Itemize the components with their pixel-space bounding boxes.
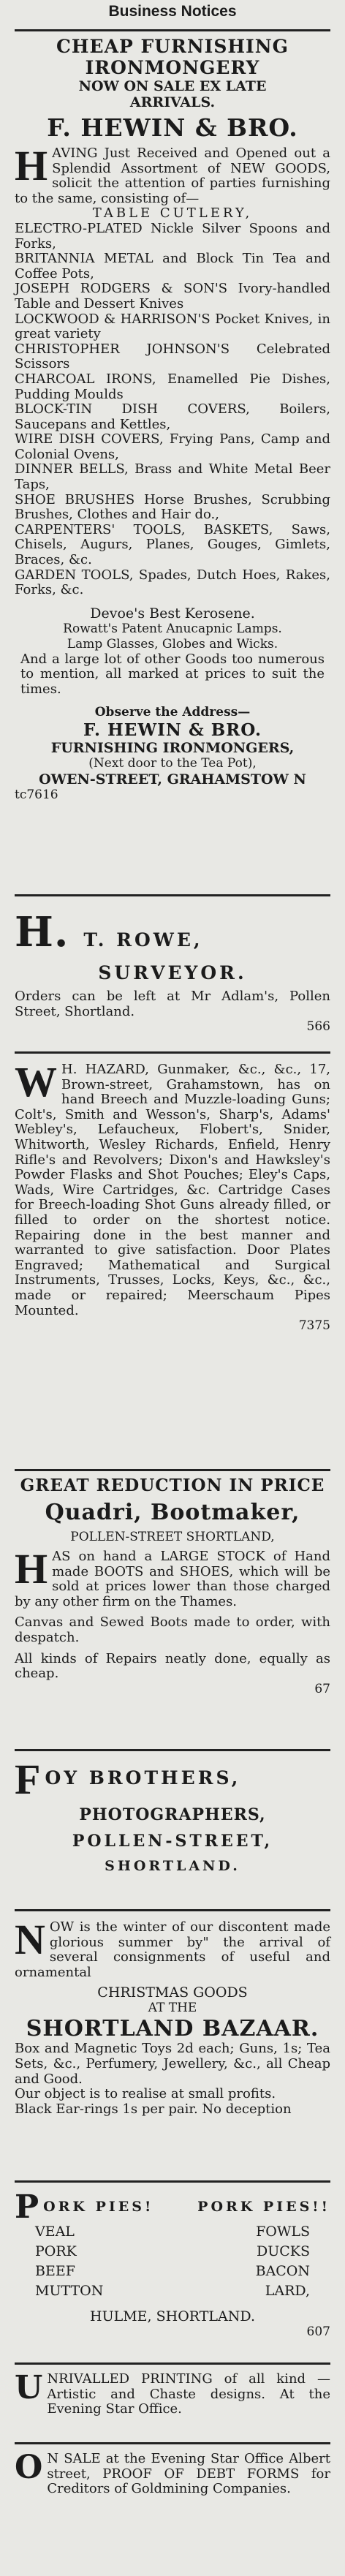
hewin-headline-1: CHEAP FURNISHING bbox=[56, 36, 289, 57]
quadri-ref: 67 bbox=[314, 1681, 330, 1696]
quadri-name: Quadri, Bootmaker, bbox=[45, 1500, 300, 1525]
hulme-item: PORK bbox=[35, 2243, 77, 2259]
bazaar-advert bbox=[15, 1916, 330, 2176]
drop-capital: N bbox=[15, 1916, 45, 1963]
drop-capital: H bbox=[15, 1545, 48, 1593]
hewin-item: DINNER BELLS, Brass and White Metal Beer Taps, bbox=[15, 461, 330, 493]
hewin-observe: Observe the Address— bbox=[94, 704, 251, 719]
bazaar-at: AT THE bbox=[148, 2001, 197, 2016]
bazaar-text: OW is the winter of our discontent made glorious summer by" the arrival of several consignments of useful and ornamental bbox=[15, 1919, 330, 1980]
divider bbox=[15, 2180, 330, 2183]
hewin-item: CARPENTERS' TOOLS, BASKETS, Saws, Chisels, Augurs, Planes, Gouges, Gimlets, Braces, &c. bbox=[15, 521, 330, 568]
drop-capital: H bbox=[15, 142, 48, 189]
rowe-orders: Orders can be left at Mr Adlam's, Pollen Street, Shortland. bbox=[15, 989, 330, 1019]
divider bbox=[15, 894, 330, 896]
hewin-headline-3: NOW ON SALE EX LATE bbox=[78, 78, 267, 94]
hewin-item: CHRISTOPHER JOHNSON'S Celebrated Scissors bbox=[15, 341, 330, 372]
hewin-advert bbox=[15, 36, 330, 890]
hulme-row bbox=[15, 2281, 330, 2301]
hewin-address-trade: FURNISHING IRONMONGERS, bbox=[50, 739, 295, 756]
quadri-headline: GREAT REDUCTION IN PRICE bbox=[20, 1476, 325, 1495]
printing-body bbox=[15, 2369, 330, 2417]
hulme-item: DUCKS bbox=[257, 2243, 310, 2259]
hewin-ref: tc7616 bbox=[15, 787, 58, 802]
hewin-lamps: Rowatt's Patent Anucapnic Lamps. bbox=[63, 621, 282, 636]
drop-capital: P bbox=[15, 2188, 39, 2226]
hazard-ref: 7375 bbox=[298, 1318, 330, 1334]
section-heading: Business Notices bbox=[108, 3, 237, 20]
hulme-head-left: ORK PIES! bbox=[43, 2199, 154, 2215]
hulme-item: LARD, bbox=[265, 2283, 310, 2299]
quadri-canvas: Canvas and Sewed Boots made to order, with despatch. bbox=[15, 1614, 330, 1645]
quadri-street: POLLEN-STREET SHORTLAND, bbox=[70, 1530, 275, 1544]
hewin-item: LOCKWOOD & HARRISON'S Pocket Knives, in great variety bbox=[15, 311, 330, 342]
hewin-item: BRITANNIA METAL and Block Tin Tea and Coffee Pots, bbox=[15, 251, 330, 282]
rowe-ref: 566 bbox=[306, 1019, 330, 1035]
hulme-item: MUTTON bbox=[35, 2283, 104, 2299]
quadri-text: AS on hand a LARGE STOCK of Hand made BOOTS and SHOES, which will be sold at prices lower than those charged by any other firm on the Thames. bbox=[15, 1549, 330, 1609]
rowe-title: SURVEYOR. bbox=[98, 962, 247, 983]
hewin-address-next: (Next door to the Tea Pot), bbox=[88, 755, 257, 771]
printing-advert bbox=[15, 2369, 330, 2438]
bazaar-name: SHORTLAND BAZAAR. bbox=[26, 2016, 319, 2042]
hulme-advert bbox=[15, 2187, 330, 2358]
hewin-item: GARDEN TOOLS, Spades, Dutch Hoes, Rakes, Forks, &c. bbox=[15, 567, 330, 598]
divider bbox=[15, 2362, 330, 2365]
divider bbox=[15, 1051, 330, 1054]
hewin-body bbox=[15, 142, 330, 598]
forms-text: N SALE at the Evening Star Office Albert street, PROOF OF DEBT FORMS for Creditors of Goldmining Companies. bbox=[47, 2451, 330, 2497]
foy-line-2: PHOTOGRAPHERS, bbox=[79, 1805, 266, 1824]
hewin-item: WIRE DISH COVERS, Frying Pans, Camp and Colonial Ovens, bbox=[15, 431, 330, 462]
hewin-kerosene: Devoe's Best Kerosene. bbox=[90, 605, 255, 622]
hulme-sign: HULME, SHORTLAND. bbox=[90, 2308, 255, 2324]
hewin-address-name: F. HEWIN & BRO. bbox=[83, 719, 262, 740]
hewin-name: F. HEWIN & BRO. bbox=[47, 113, 298, 142]
divider bbox=[15, 2442, 330, 2444]
foy-line-3: POLLEN-STREET, bbox=[72, 1832, 273, 1851]
quadri-advert bbox=[15, 1476, 330, 1745]
bazaar-christmas: CHRISTMAS GOODS bbox=[97, 1984, 248, 2001]
hazard-text: H. HAZARD, Gunmaker, &c., &c., 17, Brown-street, Grahamstown, has on hand Breech and Muzzle-loading Guns; Colt's, Smith and Wesson's, Sharp's, Adams' Webley's, Lefaucheux, Flobert's, Snider, Whitworth, Wesley Richards, Enfield, Henry Rifle's and Revolvers; Dixon's and Hawksley's Powder Flasks and Shot Pouches; Eley's Caps, Wads, Wire Cartridges, &c. Cartridge Cases for Breech-loading Shot Guns already filled, or filled to order on the shortest notice. Repairing done in the best manner and warranted to give satisfaction. Door Plates Engraved; Mathematical and Surgical Instruments, Trusses, Locks, Keys, &c., &c., made or repaired; Meerschaum Pipes Mounted. bbox=[15, 1062, 330, 1318]
hulme-item: FOWLS bbox=[256, 2224, 310, 2240]
foy-line-1: OY BROTHERS, bbox=[45, 1767, 241, 1789]
hulme-row bbox=[15, 2242, 330, 2262]
hewin-item: JOSEPH RODGERS & SON'S Ivory-handled Table and Dessert Knives bbox=[15, 281, 330, 311]
rowe-name: T. ROWE, bbox=[83, 929, 203, 951]
hewin-item: ELECTRO-PLATED Nickle Silver Spoons and Forks, bbox=[15, 220, 330, 252]
forms-body bbox=[15, 2449, 330, 2497]
hewin-address-street: OWEN-STREET, GRAHAMSTOW N bbox=[39, 771, 306, 787]
printing-text: NRIVALLED PRINTING of all kind —Artistic and Chaste designs. At the Evening Star Office. bbox=[47, 2371, 330, 2417]
bazaar-body bbox=[15, 1916, 330, 1980]
divider bbox=[15, 29, 330, 31]
foy-advert bbox=[15, 1756, 330, 1905]
foy-line-4: SHORTLAND. bbox=[105, 1858, 240, 1874]
hazard-advert bbox=[15, 1058, 330, 1465]
hewin-headline-4: ARRIVALS. bbox=[129, 94, 216, 110]
hulme-row bbox=[15, 2222, 330, 2242]
hewin-item: CHARCOAL IRONS, Enamelled Pie Dishes, Pudding Moulds bbox=[15, 371, 330, 402]
hewin-item: TABLE CUTLERY, bbox=[92, 205, 253, 222]
hewin-item: BLOCK-TIN DISH COVERS, Boilers, Saucepans and Kettles, bbox=[15, 401, 330, 432]
divider bbox=[15, 1909, 330, 1911]
quadri-body bbox=[15, 1545, 330, 1609]
drop-capital: F bbox=[15, 1756, 41, 1803]
drop-capital: U bbox=[15, 2369, 43, 2406]
bazaar-earrings: Black Ear-rings 1s per pair. No deception bbox=[15, 2101, 292, 2117]
hewin-body-text: AVING Just Received and Opened out a Splendid Assortment of NEW GOODS, solicit the attention of parties furnishing to the same, consisting of— bbox=[15, 146, 330, 206]
hulme-row bbox=[15, 2262, 330, 2281]
hewin-item: SHOE BRUSHES Horse Brushes, Scrubbing Brushes, Clothes and Hair do., bbox=[15, 491, 330, 523]
drop-capital: O bbox=[15, 2449, 43, 2486]
hulme-ref: 607 bbox=[306, 2324, 330, 2339]
hazard-body bbox=[15, 1058, 330, 1318]
drop-capital: W bbox=[15, 1058, 57, 1106]
bazaar-items: Box and Magnetic Toys 2d each; Guns, 1s; Tea Sets, &c., Perfumery, Jewellery, &c., all Cheap and Good. bbox=[15, 2041, 330, 2087]
rowe-advert bbox=[15, 901, 330, 1047]
bazaar-object: Our object is to realise at small profits. bbox=[15, 2086, 276, 2102]
forms-advert bbox=[15, 2449, 330, 2525]
hewin-others: And a large lot of other Goods too numerous to mention, all marked at prices to suit the times. bbox=[20, 651, 325, 697]
hewin-lamp-glasses: Lamp Glasses, Globes and Wicks. bbox=[67, 636, 278, 651]
hulme-item: BACON bbox=[255, 2263, 310, 2279]
hulme-item: VEAL bbox=[35, 2224, 75, 2240]
rowe-initial: H. bbox=[15, 908, 69, 956]
hewin-headline-2: IRONMONGERY bbox=[85, 57, 260, 78]
hulme-item: BEEF bbox=[35, 2263, 75, 2279]
divider bbox=[15, 1469, 330, 1471]
hulme-head-right: PORK PIES!! bbox=[197, 2199, 330, 2215]
quadri-repairs: All kinds of Repairs neatly done, equally as cheap. bbox=[15, 1650, 330, 1682]
divider bbox=[15, 1749, 330, 1751]
